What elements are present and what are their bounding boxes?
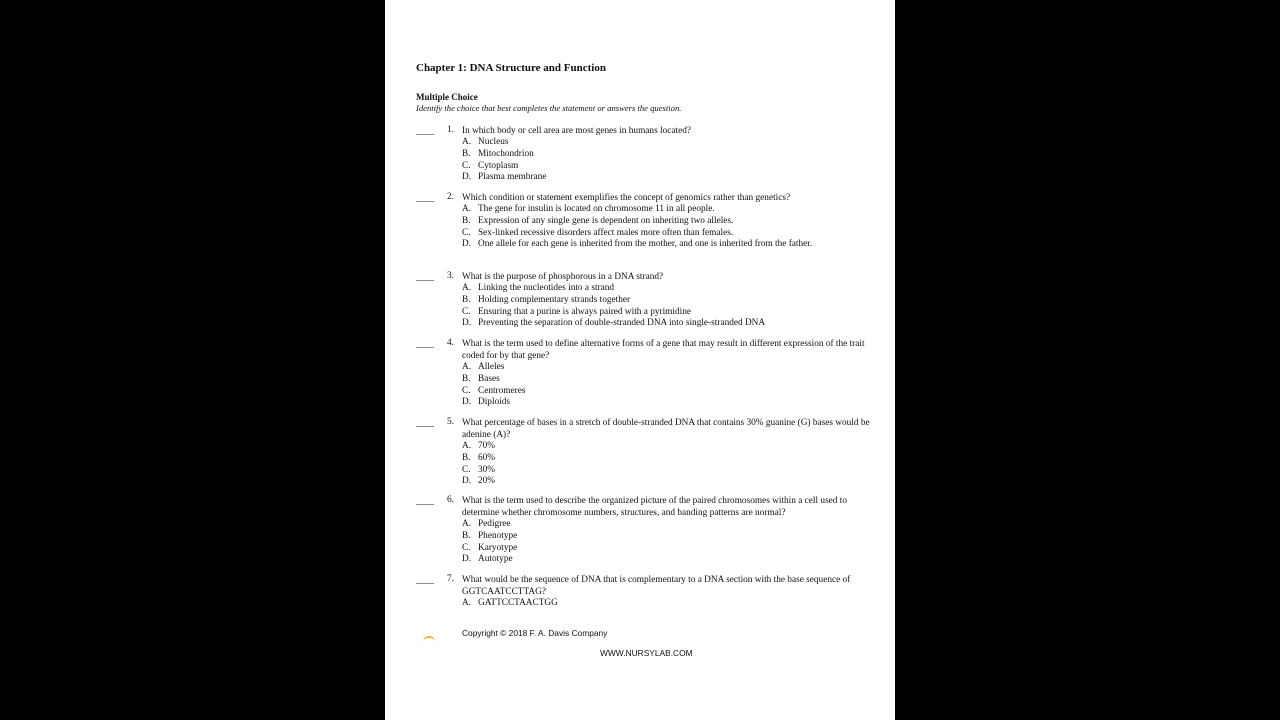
- option-text: Ensuring that a purine is always paired with a pyrimidine: [478, 306, 692, 317]
- option-letter: D.: [462, 397, 472, 408]
- option-letter: C.: [462, 542, 471, 553]
- option-text: Linking the nucleotides into a strand: [478, 283, 615, 293]
- question-number: 6.: [447, 495, 454, 505]
- option-letter: D.: [462, 318, 472, 329]
- option-letter: C.: [462, 464, 471, 475]
- option-a: [416, 204, 886, 216]
- question-text: What percentage of bases in a stretch of double-stranded DNA that contains 30% guanine (G) bases would be adenine (A)?: [462, 418, 870, 440]
- option-letter: A.: [462, 598, 472, 608]
- question-text: Which condition or statement exemplifies the concept of genomics rather than genetics?: [462, 193, 791, 203]
- logo-icon: [423, 636, 435, 644]
- question-number: 4.: [447, 338, 454, 348]
- answer-blank: ____: [416, 496, 434, 506]
- option-letter: A.: [462, 137, 472, 147]
- option-d: [416, 318, 886, 330]
- option-a: [416, 137, 886, 149]
- option-text: Cytoplasm: [478, 160, 519, 171]
- option-text: Pedigree: [478, 519, 511, 529]
- option-letter: B.: [462, 215, 471, 226]
- option-text: Nucleus: [478, 137, 509, 147]
- option-text: Phenotype: [478, 530, 518, 541]
- option-text: Karyotype: [478, 542, 518, 553]
- option-a: [416, 283, 886, 295]
- option-b: [416, 531, 886, 543]
- option-a: [416, 362, 886, 374]
- option-text: Plasma membrane: [478, 172, 547, 183]
- question-4: [416, 338, 886, 409]
- option-text: Preventing the separation of double-stranded DNA into single-stranded DNA: [478, 318, 766, 329]
- question-number: 1.: [447, 125, 454, 135]
- option-letter: B.: [462, 373, 471, 384]
- answer-blank: ____: [416, 575, 434, 585]
- answer-blank: ____: [416, 418, 434, 428]
- option-text: 30%: [478, 464, 496, 475]
- option-letter: D.: [462, 172, 472, 183]
- question-3: [416, 271, 886, 330]
- option-text: One allele for each gene is inherited from the mother, and one is inherited from the father.: [478, 239, 813, 250]
- answer-blank: ____: [416, 339, 434, 349]
- option-c: [416, 465, 886, 477]
- question-1: [416, 125, 886, 184]
- option-a: [416, 519, 886, 531]
- question-6: [416, 495, 886, 566]
- option-b: [416, 374, 886, 386]
- document-page: [385, 0, 895, 720]
- question-text: In which body or cell area are most genes in humans located?: [462, 126, 691, 136]
- option-c: [416, 228, 886, 240]
- option-text: Autotype: [478, 554, 513, 565]
- option-text: 20%: [478, 476, 496, 487]
- question-5: [416, 417, 886, 488]
- option-d: [416, 476, 886, 488]
- option-letter: D.: [462, 239, 472, 250]
- option-letter: B.: [462, 530, 471, 541]
- section-instructions: Identify the choice that best completes the statement or answers the question.: [416, 103, 682, 113]
- option-text: Expression of any single gene is dependent on inheriting two alleles.: [478, 215, 734, 226]
- option-text: 70%: [478, 441, 496, 451]
- option-letter: C.: [462, 160, 471, 171]
- option-text: Mitochondrion: [478, 148, 534, 159]
- option-letter: A.: [462, 204, 472, 214]
- option-letter: A.: [462, 362, 472, 372]
- section-heading: Multiple Choice: [416, 92, 478, 102]
- option-d: [416, 554, 886, 566]
- option-c: [416, 161, 886, 173]
- option-b: [416, 295, 886, 307]
- option-a: [416, 441, 886, 453]
- option-text: The gene for insulin is located on chromosome 11 in all people.: [478, 204, 715, 214]
- answer-blank: ____: [416, 193, 434, 203]
- option-letter: C.: [462, 227, 471, 238]
- option-text: Diploids: [478, 397, 511, 408]
- option-letter: C.: [462, 306, 471, 317]
- chapter-title: Chapter 1: DNA Structure and Function: [416, 62, 606, 74]
- question-number: 3.: [447, 271, 454, 281]
- option-b: [416, 453, 886, 465]
- question-text: What is the term used to define alternative forms of a gene that may result in different expression of the trait coded for by that gene?: [462, 339, 865, 361]
- website-url: WWW.NURSYLAB.COM: [600, 648, 693, 658]
- option-c: [416, 386, 886, 398]
- option-text: Bases: [478, 373, 500, 384]
- option-c: [416, 543, 886, 555]
- option-letter: C.: [462, 385, 471, 396]
- question-number: 2.: [447, 192, 454, 202]
- option-letter: B.: [462, 294, 471, 305]
- question-text: What would be the sequence of DNA that is complementary to a DNA section with the base sequence of GGTCAATCCTTAG?: [462, 575, 851, 597]
- option-letter: D.: [462, 554, 472, 565]
- option-letter: A.: [462, 519, 472, 529]
- option-letter: B.: [462, 148, 471, 159]
- question-number: 7.: [447, 574, 454, 584]
- option-letter: A.: [462, 283, 472, 293]
- answer-blank: ____: [416, 272, 434, 282]
- option-text: GATTCCTAACTGG: [478, 598, 558, 608]
- option-text: Sex-linked recessive disorders affect males more often than females.: [478, 227, 734, 238]
- option-letter: B.: [462, 452, 471, 463]
- question-text: What is the term used to describe the organized picture of the paired chromosomes within a cell used to determine whether chromosome numbers, structures, and banding patterns are normal?: [462, 496, 848, 518]
- option-text: Holding complementary strands together: [478, 294, 631, 305]
- question-7: [416, 574, 886, 610]
- option-letter: A.: [462, 441, 472, 451]
- option-c: [416, 307, 886, 319]
- option-a: [416, 598, 886, 610]
- question-2: [416, 192, 886, 263]
- option-d: [416, 397, 886, 409]
- option-text: 60%: [478, 452, 496, 463]
- option-text: Alleles: [478, 362, 505, 372]
- option-b: [416, 149, 886, 161]
- copyright-text: Copyright © 2018 F. A. Davis Company: [462, 628, 608, 638]
- answer-blank: ____: [416, 126, 434, 136]
- option-text: Centromeres: [478, 385, 526, 396]
- option-letter: D.: [462, 476, 472, 487]
- question-number: 5.: [447, 417, 454, 427]
- option-d: [416, 172, 886, 184]
- question-text: What is the purpose of phosphorous in a DNA strand?: [462, 272, 664, 282]
- option-b: [416, 216, 886, 228]
- option-d: [416, 239, 886, 263]
